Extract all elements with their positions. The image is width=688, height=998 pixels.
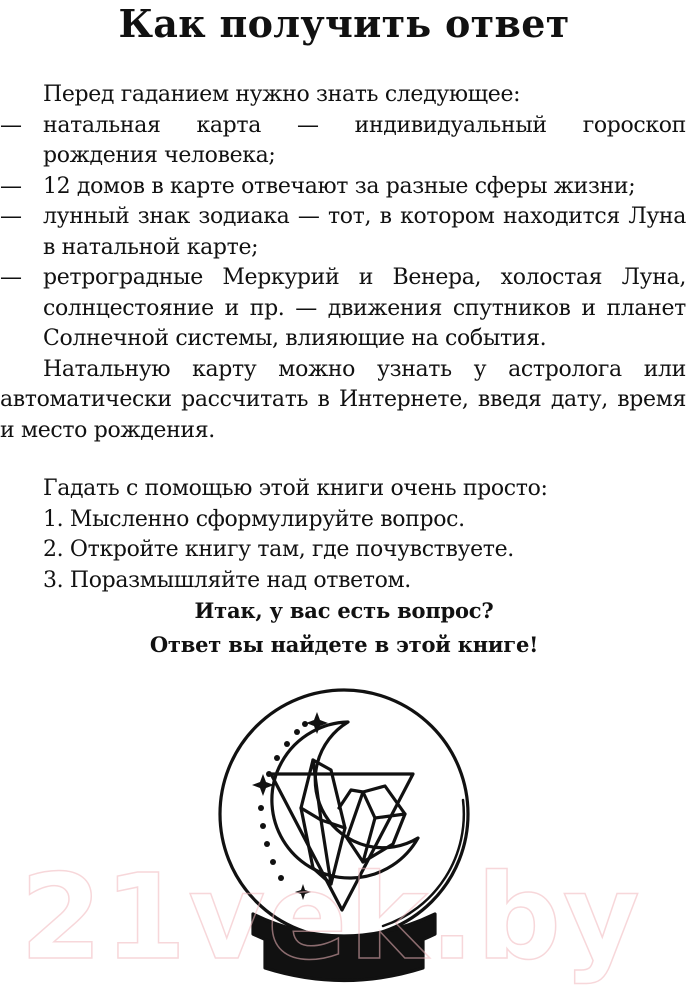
list-item	[0, 111, 688, 172]
list-item-text: ретроградные Меркурий и Венера, холостая Луна, солнцестояние и пр. — движения спутников и планет Солнечной системы, влияющие на события.	[43, 265, 686, 351]
list-item	[0, 202, 688, 263]
step-item: 3. Поразмышляйте над ответом.	[43, 567, 411, 593]
step-item: 1. Мысленно сформулируйте вопрос.	[43, 506, 465, 532]
page-title: Как получить ответ	[118, 1, 570, 46]
intro-line: Перед гаданием нужно знать следующее:	[43, 82, 521, 107]
list-item-text: лунный знак зодиака — тот, в котором находится Луна в натальной карте;	[43, 204, 686, 260]
crystal-ball-icon	[213, 688, 475, 993]
watermark: 21vek.by	[20, 848, 642, 986]
list-item-text: натальная карта — индивидуальный гороскоп рождения человека;	[43, 112, 686, 168]
step-item: 2. Откройте книгу там, где почувствуете.	[43, 537, 514, 562]
body-text	[0, 80, 688, 596]
callout-line: Итак, у вас есть вопрос?	[194, 598, 494, 623]
callout-line: Ответ вы найдете в этой книге!	[149, 632, 539, 657]
natal-chart-paragraph: Натальную карту можно узнать у астролога или автоматически рассчитать в Интернете, введя дату, время и место рождения.	[0, 356, 686, 443]
list-item	[0, 172, 688, 203]
callout	[0, 594, 688, 662]
steps-intro: Гадать с помощью этой книги очень просто:	[43, 476, 548, 501]
dash-marker: —	[0, 204, 22, 229]
list-item-text: 12 домов в карте отвечают за разные сферы жизни;	[43, 173, 636, 199]
dash-marker: —	[0, 112, 22, 138]
dash-marker: —	[0, 265, 22, 290]
list-item	[0, 263, 688, 355]
dash-marker: —	[0, 173, 22, 199]
